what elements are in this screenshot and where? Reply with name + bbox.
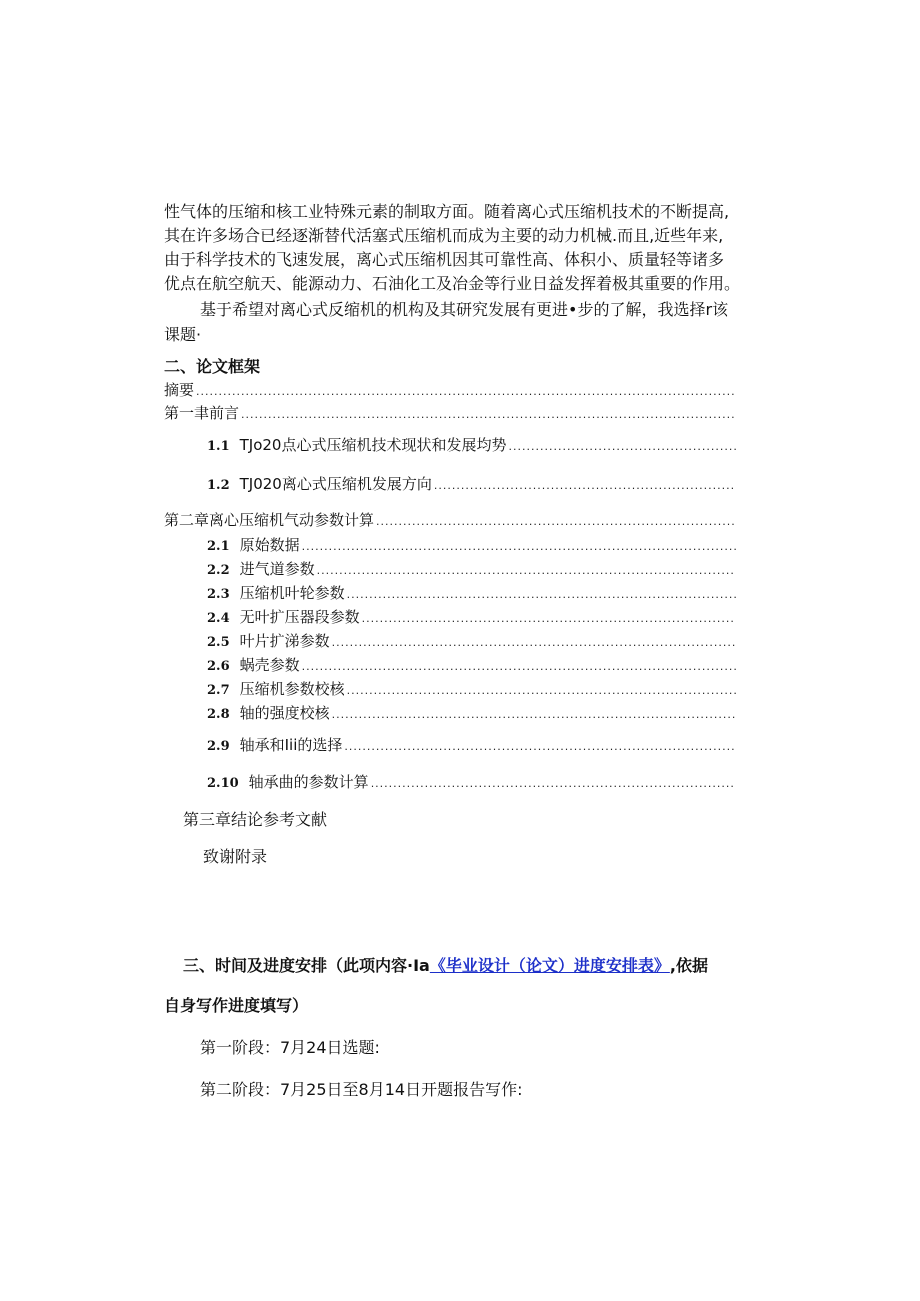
section-heading-schedule: [183, 953, 708, 976]
toc-entry: [164, 510, 736, 532]
toc-number: 1.2: [207, 478, 230, 493]
toc-entry: [207, 679, 736, 701]
toc-number: 2.9: [207, 739, 230, 754]
toc-title: 进气道参数: [239, 560, 315, 578]
toc-entry: [207, 583, 736, 605]
toc-number: 2.2: [207, 563, 230, 578]
toc-title: 轴的强度校核: [239, 704, 330, 722]
toc-leader: [362, 609, 736, 629]
toc-number: 1.1: [207, 439, 230, 454]
toc-entry: [164, 380, 736, 402]
intro-paragraph-2-cont: 课题·: [164, 325, 202, 344]
toc-number: 2.3: [207, 587, 230, 602]
toc-number: 2.8: [207, 707, 230, 722]
toc-title: 蜗壳参数: [239, 656, 300, 674]
toc-acknowledgement: 致谢附录: [203, 847, 268, 866]
toc-entry: [207, 607, 736, 629]
toc-entry: [164, 403, 736, 425]
intro-line: 由于科学技术的飞速发展，离心式压缩机因其可靠性高、体积小、质量轻等诸多: [164, 250, 725, 269]
toc-leader: [371, 774, 736, 794]
intro-line: 其在许多场合已经逐渐替代活塞式压缩机而成为主要的动力机械.而且,近些年来,: [164, 226, 724, 245]
toc-leader: [376, 512, 736, 532]
toc-leader: [302, 537, 736, 557]
toc-chapter-3: 第三章结论参考文献: [183, 810, 328, 829]
toc-title: 原始数据: [239, 536, 300, 554]
toc-leader: [317, 561, 736, 581]
toc-entry: [207, 435, 736, 457]
stage-2: 第二阶段：7月25日至8月14日开题报告写作:: [200, 1080, 523, 1099]
toc-entry: [207, 559, 736, 581]
toc-title: 第二章离心压缩机气动参数计算: [164, 511, 375, 529]
toc-leader: [347, 585, 736, 605]
toc-leader: [332, 705, 736, 725]
toc-title: 轴承和Iii的选择: [239, 736, 343, 754]
toc-number: 2.5: [207, 635, 230, 650]
intro-paragraph: [164, 200, 764, 296]
toc-leader: [196, 382, 736, 402]
toc-entry: [207, 703, 736, 725]
toc-title: 摘要: [164, 381, 195, 399]
toc-leader: [302, 657, 736, 677]
toc-entry: [207, 535, 736, 557]
stage-1: 第一阶段：7月24日选题:: [200, 1038, 380, 1057]
toc-leader: [347, 681, 736, 701]
toc-leader: [344, 737, 736, 757]
toc-number: 2.10: [207, 776, 239, 791]
toc-title: 压缩机叶轮参数: [239, 584, 345, 602]
toc-entry: [207, 772, 736, 794]
toc-number: 2.4: [207, 611, 230, 626]
toc-title: TJ020离心式压缩机发展方向: [239, 475, 432, 493]
toc-number: 2.1: [207, 539, 230, 554]
toc-title: 叶片扩涕参数: [239, 632, 330, 650]
toc-title: TJo20点心式压缩机技术现状和发展均势: [239, 436, 507, 454]
toc-leader: [508, 437, 736, 457]
toc-leader: [241, 405, 736, 425]
toc-number: 2.6: [207, 659, 230, 674]
toc-title: 第一聿前言: [164, 404, 240, 422]
toc-entry: [207, 735, 736, 757]
intro-line: 优点在航空航天、能源动力、石油化工及冶金等行业日益发挥着极其重要的作用。: [164, 274, 741, 293]
intro-line: 性气体的压缩和核工业特殊元素的制取方面。随着离心式压缩机技术的不断提高,: [164, 202, 730, 221]
section-heading-schedule-cont: 自身写作进度填写）: [164, 996, 309, 1015]
intro-paragraph-2: 基于希望对离心式反缩机的机构及其研究发展有更进•步的了解，我选择r该: [200, 300, 729, 319]
toc-title: 无叶扩压器段参数: [239, 608, 360, 626]
toc-leader: [332, 633, 736, 653]
schedule-table-link[interactable]: 《毕业设计（论文）进度安排表》: [429, 956, 670, 975]
toc-entry: [207, 655, 736, 677]
section-heading-framework: 二、论文框架: [164, 357, 261, 376]
schedule-heading-prefix: 三、时间及进度安排（此项内容·Ia: [183, 956, 430, 975]
toc-number: 2.7: [207, 683, 230, 698]
schedule-heading-suffix: ,依据: [669, 956, 708, 975]
toc-leader: [434, 476, 736, 496]
toc-entry: [207, 474, 736, 496]
toc-entry: [207, 631, 736, 653]
toc-title: 压缩机参数校核: [239, 680, 345, 698]
toc-title: 轴承曲的参数计算: [248, 773, 369, 791]
